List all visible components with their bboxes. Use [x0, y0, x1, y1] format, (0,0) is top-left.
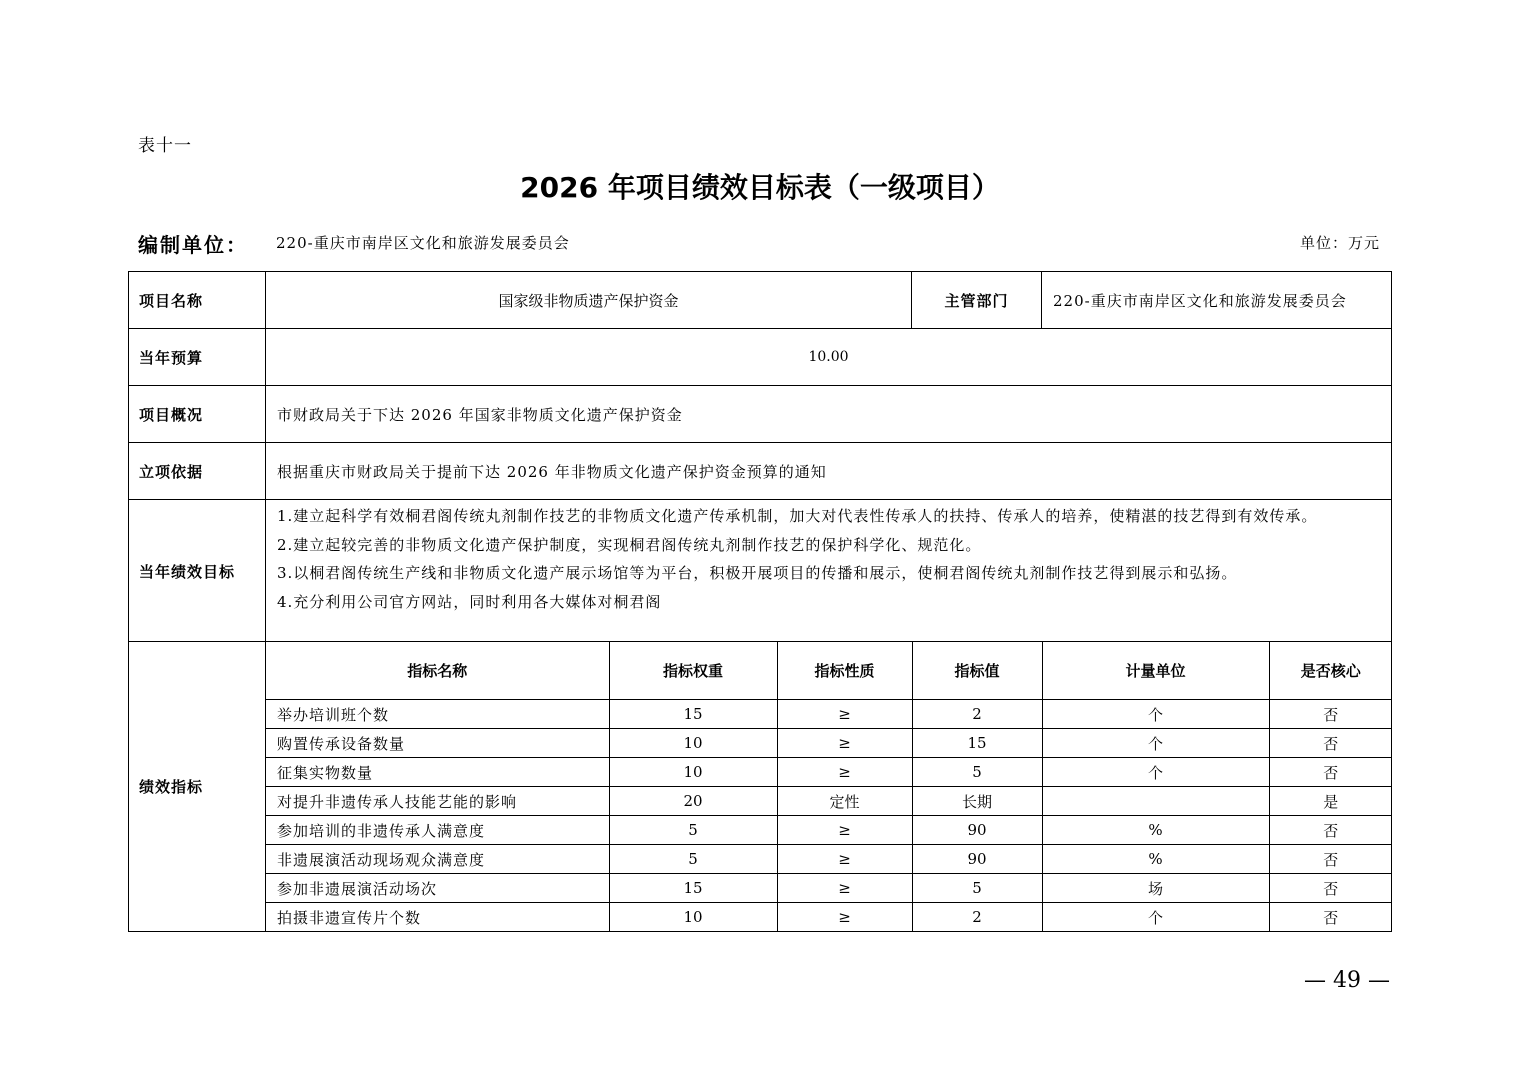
indicator-weight: 20: [609, 787, 777, 816]
indicator-header-row: [266, 642, 1392, 700]
table-row: [266, 729, 1392, 758]
indicator-weight: 15: [609, 874, 777, 903]
project-name-value: 国家级非物质遗产保护资金: [266, 272, 912, 329]
basis-label: 立项依据: [129, 443, 266, 500]
indicators-label: 绩效指标: [129, 642, 266, 932]
indicators-cell: [266, 642, 1392, 932]
indicator-weight: 10: [609, 903, 777, 932]
indicator-weight: 5: [609, 816, 777, 845]
indicator-unit: %: [1042, 845, 1269, 874]
indicator-value: 长期: [912, 787, 1042, 816]
budget-label: 当年预算: [129, 329, 266, 386]
dept-label: 主管部门: [912, 272, 1042, 329]
indicator-unit: 场: [1042, 874, 1269, 903]
indicator-nature: ≥: [777, 758, 912, 787]
table-row: [266, 845, 1392, 874]
indicator-core: 否: [1269, 758, 1392, 787]
indicator-value: 2: [912, 700, 1042, 729]
indicator-value: 15: [912, 729, 1042, 758]
indicator-name: 拍摄非遗宣传片个数: [266, 903, 609, 932]
basis-value: 根据重庆市财政局关于提前下达 2026 年非物质文化遗产保护资金预算的通知: [266, 443, 1392, 500]
header-indicator-nature: 指标性质: [777, 642, 912, 700]
indicator-weight: 15: [609, 700, 777, 729]
indicator-nature: ≥: [777, 845, 912, 874]
indicator-name: 参加非遗展演活动场次: [266, 874, 609, 903]
org-value: 220-重庆市南岸区文化和旅游发展委员会: [276, 234, 570, 252]
org-label: 编制单位：: [138, 233, 248, 257]
indicator-core: 否: [1269, 903, 1392, 932]
indicator-value: 5: [912, 758, 1042, 787]
indicator-weight: 10: [609, 729, 777, 758]
overview-label: 项目概况: [129, 386, 266, 443]
row-overview: [129, 386, 1392, 443]
indicator-core: 是: [1269, 787, 1392, 816]
indicator-weight: 10: [609, 758, 777, 787]
goal-item: 3.以桐君阁传统生产线和非物质文化遗产展示场馆等为平台，积极开展项目的传播和展示，使桐君阁传统丸剂制作技艺得到展示和弘扬。: [277, 564, 1238, 582]
indicator-unit: 个: [1042, 729, 1269, 758]
table-row: [266, 700, 1392, 729]
indicator-name: 征集实物数量: [266, 758, 609, 787]
goal-item: 1.建立起科学有效桐君阁传统丸剂制作技艺的非物质文化遗产传承机制，加大对代表性传承人的扶持、传承人的培养，使精湛的技艺得到有效传承。: [277, 507, 1318, 525]
table-row: [266, 787, 1392, 816]
indicator-core: 否: [1269, 729, 1392, 758]
header-indicator-value: 指标值: [912, 642, 1042, 700]
table-row: [266, 758, 1392, 787]
goal-item: 4.充分利用公司官方网站，同时利用各大媒体对桐君阁: [277, 592, 662, 611]
dept-value: 220-重庆市南岸区文化和旅游发展委员会: [1042, 272, 1392, 329]
row-goals: [129, 500, 1392, 642]
indicator-name: 对提升非遗传承人技能艺能的影响: [266, 787, 609, 816]
row-indicators: [129, 642, 1392, 932]
table-label: 表十一: [138, 136, 192, 156]
unit-label: 单位：万元: [1299, 234, 1380, 252]
indicator-core: 否: [1269, 816, 1392, 845]
indicator-core: 否: [1269, 874, 1392, 903]
indicator-name: 举办培训班个数: [266, 700, 609, 729]
indicator-nature: ≥: [777, 903, 912, 932]
indicator-name: 购置传承设备数量: [266, 729, 609, 758]
performance-table: [128, 271, 1392, 932]
indicator-name: 参加培训的非遗传承人满意度: [266, 816, 609, 845]
table-row: [266, 903, 1392, 932]
indicator-nature: 定性: [777, 787, 912, 816]
indicator-value: 2: [912, 903, 1042, 932]
header-indicator-name: 指标名称: [266, 642, 609, 700]
indicator-unit: [1042, 787, 1269, 816]
project-name-label: 项目名称: [129, 272, 266, 329]
indicator-unit: 个: [1042, 700, 1269, 729]
indicator-core: 否: [1269, 700, 1392, 729]
goals-text: [266, 500, 1392, 642]
indicator-nature: ≥: [777, 816, 912, 845]
indicator-nature: ≥: [777, 874, 912, 903]
indicator-unit: 个: [1042, 903, 1269, 932]
indicators-table: [266, 642, 1392, 931]
goals-label: 当年绩效目标: [129, 500, 266, 642]
indicator-value: 5: [912, 874, 1042, 903]
page-number: — 49 —: [1304, 968, 1390, 993]
indicator-nature: ≥: [777, 729, 912, 758]
indicator-nature: ≥: [777, 700, 912, 729]
indicator-value: 90: [912, 816, 1042, 845]
row-budget: [129, 329, 1392, 386]
header-indicator-weight: 指标权重: [609, 642, 777, 700]
page-title: 2026 年项目绩效目标表（一级项目）: [520, 171, 1000, 204]
indicator-name: 非遗展演活动现场观众满意度: [266, 845, 609, 874]
header-indicator-core: 是否核心: [1269, 642, 1392, 700]
row-project-name: [129, 272, 1392, 329]
budget-value: 10.00: [266, 329, 1392, 386]
indicator-unit: %: [1042, 816, 1269, 845]
indicator-value: 90: [912, 845, 1042, 874]
indicator-weight: 5: [609, 845, 777, 874]
overview-value: 市财政局关于下达 2026 年国家非物质文化遗产保护资金: [266, 386, 1392, 443]
indicator-unit: 个: [1042, 758, 1269, 787]
header-indicator-unit: 计量单位: [1042, 642, 1269, 700]
table-row: [266, 816, 1392, 845]
table-row: [266, 874, 1392, 903]
row-basis: [129, 443, 1392, 500]
indicator-core: 否: [1269, 845, 1392, 874]
goal-item: 2.建立起较完善的非物质文化遗产保护制度，实现桐君阁传统丸剂制作技艺的保护科学化、规范化。: [277, 535, 982, 554]
